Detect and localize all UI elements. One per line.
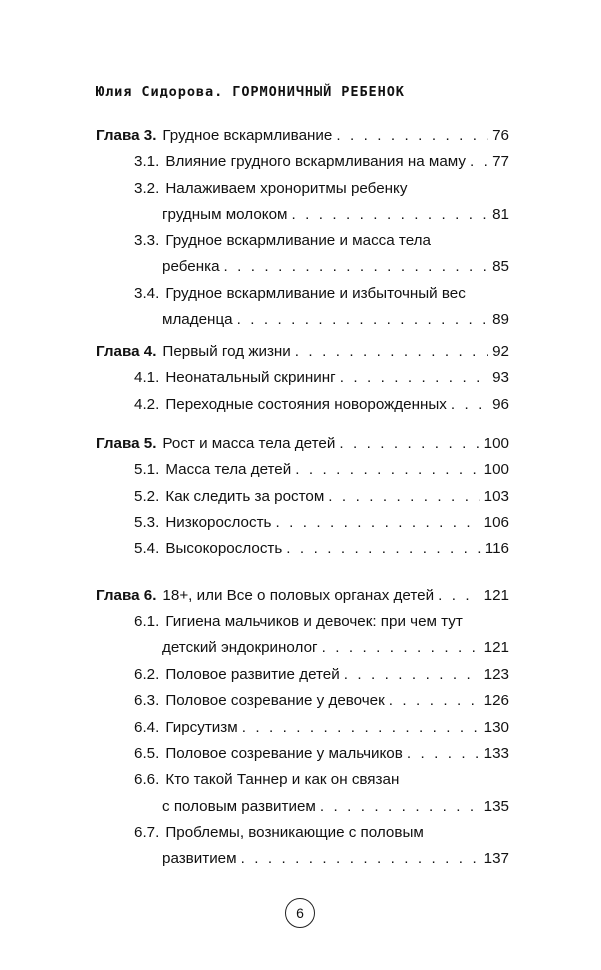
toc-section-row[interactable] xyxy=(134,368,509,388)
dot-leader xyxy=(340,368,488,388)
section-number: 6.4. xyxy=(134,718,160,736)
section-page: 130 xyxy=(483,718,509,736)
section-page: 85 xyxy=(492,258,509,276)
toc-section-row[interactable] xyxy=(134,487,509,507)
section-title: Проблемы, возникающие с половым xyxy=(165,824,424,841)
toc-chapter-row[interactable] xyxy=(96,586,509,606)
dot-leader xyxy=(295,342,488,362)
section-title: Высокорослость xyxy=(165,540,283,558)
toc-section-row[interactable] xyxy=(134,513,509,533)
dot-leader xyxy=(295,460,479,480)
dot-leader xyxy=(339,434,479,454)
section-title: Низкорослость xyxy=(165,514,272,531)
chapter-page: 92 xyxy=(492,343,509,360)
toc-section-row[interactable] xyxy=(134,665,509,685)
chapter-title: 18+, или Все о половых органах детей xyxy=(162,587,435,604)
dot-leader xyxy=(320,797,480,817)
dot-leader xyxy=(275,513,479,533)
section-number: 5.1. xyxy=(134,461,160,479)
chapter-title: Рост и масса тела детей xyxy=(162,435,336,452)
section-title: Кто такой Таннер и как он связан xyxy=(165,771,400,789)
dot-leader xyxy=(470,152,488,172)
toc-section-row[interactable] xyxy=(134,718,509,738)
section-title: Масса тела детей xyxy=(165,461,292,479)
running-header: Юлия Сидорова. ГОРМОНИЧНЫЙ РЕБЕНОК xyxy=(96,84,405,100)
toc-section-row[interactable] xyxy=(134,460,509,480)
section-title: Как следить за ростом xyxy=(165,487,325,505)
section-page: 81 xyxy=(492,205,509,223)
section-page: 103 xyxy=(483,487,509,505)
chapter-title: Первый год жизни xyxy=(162,343,291,360)
chapter-label: Глава 4. xyxy=(96,343,157,360)
toc-section-row[interactable] xyxy=(134,612,509,632)
section-title: Налаживаем хроноритмы ребенку xyxy=(165,179,408,197)
dot-leader xyxy=(237,310,489,330)
section-number: 5.3. xyxy=(134,514,160,531)
section-number: 4.1. xyxy=(134,369,160,387)
toc-section-row[interactable] xyxy=(134,152,509,172)
section-number: 6.1. xyxy=(134,613,160,631)
section-number: 6.6. xyxy=(134,771,160,789)
dot-leader xyxy=(451,395,488,415)
section-title: младенца xyxy=(162,311,233,328)
section-number: 6.7. xyxy=(134,824,160,841)
chapter-label: Глава 3. xyxy=(96,127,157,144)
dot-leader xyxy=(389,691,480,711)
dot-leader xyxy=(336,126,488,146)
section-title: Половое развитие детей xyxy=(165,665,340,683)
toc-section-row[interactable] xyxy=(162,257,509,277)
section-title: с половым развитием xyxy=(162,797,316,815)
dot-leader xyxy=(438,586,480,606)
section-number: 6.5. xyxy=(134,745,160,762)
section-number: 3.1. xyxy=(134,153,160,171)
section-page: 135 xyxy=(483,797,509,815)
section-page: 121 xyxy=(483,639,509,657)
toc-section-row[interactable] xyxy=(134,179,509,199)
section-title: Гирсутизм xyxy=(165,718,238,736)
section-title: ребенка xyxy=(162,258,220,276)
section-page: 89 xyxy=(492,311,509,328)
section-title: развитием xyxy=(162,850,237,868)
section-title: Переходные состояния новорожденных xyxy=(165,395,447,413)
toc-section-row[interactable] xyxy=(162,205,509,225)
toc-section-row[interactable] xyxy=(162,797,509,817)
toc-section-row[interactable] xyxy=(134,691,509,711)
dot-leader xyxy=(286,539,480,559)
chapter-label: Глава 5. xyxy=(96,435,157,452)
toc-section-row[interactable] xyxy=(134,284,509,304)
chapter-page: 121 xyxy=(483,587,509,604)
toc-section-row[interactable] xyxy=(134,539,509,559)
toc-chapter-row[interactable] xyxy=(96,342,509,362)
section-page: 116 xyxy=(484,540,509,558)
section-title: Влияние грудного вскармливания на маму xyxy=(165,153,467,171)
section-page: 137 xyxy=(483,850,509,868)
section-title: Половое созревание у мальчиков xyxy=(165,745,403,762)
section-title: Грудное вскармливание и избыточный вес xyxy=(165,284,466,302)
toc-section-row[interactable] xyxy=(134,823,509,843)
chapter-page: 76 xyxy=(492,127,509,144)
section-page: 77 xyxy=(492,153,509,171)
section-title: грудным молоком xyxy=(162,205,288,223)
toc-section-row[interactable] xyxy=(162,638,509,658)
section-title: Грудное вскармливание и масса тела xyxy=(165,232,431,250)
section-page: 126 xyxy=(483,692,509,710)
page-number: 6 xyxy=(285,898,315,928)
dot-leader xyxy=(224,257,489,277)
toc-chapter-row[interactable] xyxy=(96,434,509,454)
chapter-page: 100 xyxy=(483,435,509,452)
section-number: 5.4. xyxy=(134,540,160,558)
section-page: 100 xyxy=(483,461,509,479)
section-number: 3.3. xyxy=(134,232,160,250)
section-number: 3.4. xyxy=(134,284,160,302)
dot-leader xyxy=(344,665,480,685)
section-page: 133 xyxy=(483,745,509,762)
dot-leader xyxy=(291,205,488,225)
section-title: Гигиена мальчиков и девочек: при чем тут xyxy=(165,613,463,631)
dot-leader xyxy=(322,638,480,658)
toc-section-row[interactable] xyxy=(134,395,509,415)
section-number: 6.2. xyxy=(134,665,160,683)
toc-section-row[interactable] xyxy=(162,849,509,869)
section-number: 4.2. xyxy=(134,395,160,413)
section-number: 3.2. xyxy=(134,179,160,197)
section-page: 123 xyxy=(483,665,509,683)
section-title: Половое созревание у девочек xyxy=(165,692,385,710)
section-number: 6.3. xyxy=(134,692,160,710)
dot-leader xyxy=(242,718,480,738)
toc-section-row[interactable] xyxy=(134,744,509,764)
section-page: 106 xyxy=(483,514,509,531)
section-page: 96 xyxy=(492,395,509,413)
toc-section-row[interactable] xyxy=(134,770,509,790)
section-title: детский эндокринолог xyxy=(162,639,318,657)
section-number: 5.2. xyxy=(134,487,160,505)
toc-section-row[interactable] xyxy=(134,231,509,251)
chapter-label: Глава 6. xyxy=(96,587,157,604)
section-page: 93 xyxy=(492,369,509,387)
dot-leader xyxy=(328,487,479,507)
section-title: Неонатальный скрининг xyxy=(165,369,336,387)
toc-section-row[interactable] xyxy=(162,310,509,330)
toc-chapter-row[interactable] xyxy=(96,126,509,146)
dot-leader xyxy=(407,744,480,764)
chapter-title: Грудное вскармливание xyxy=(162,127,333,144)
dot-leader xyxy=(241,849,480,869)
